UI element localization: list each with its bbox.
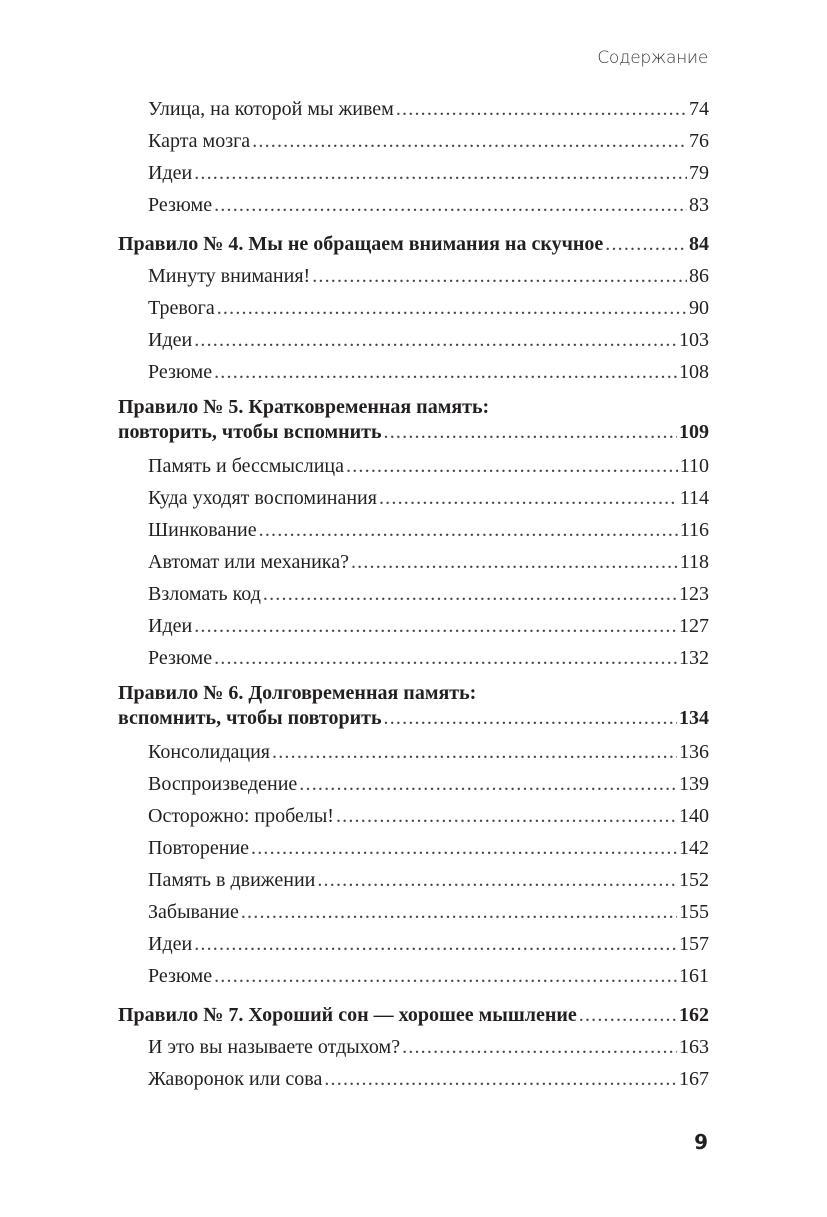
entry-title: Взломать код	[148, 583, 261, 605]
entry-title: Память в движении	[148, 869, 316, 891]
entry-title: Правило № 7. Хороший сон — хорошее мышление	[118, 1004, 577, 1026]
entry-page-number: 152	[679, 869, 709, 891]
dot-leader	[252, 125, 687, 157]
dot-leader	[396, 93, 687, 125]
entry-title: Шинкование	[148, 519, 257, 541]
entry-title: Резюме	[148, 194, 213, 216]
dot-leader	[299, 768, 677, 800]
toc-entry[interactable]	[118, 514, 709, 546]
entry-page-number: 162	[679, 1004, 709, 1026]
entry-page-number: 109	[679, 421, 709, 443]
chapter-title-line: Правило № 6. Долговременная память:	[118, 682, 477, 704]
dot-leader	[263, 578, 677, 610]
entry-page-number: 167	[679, 1068, 709, 1090]
entry-title: Идеи	[148, 615, 193, 637]
dot-leader	[351, 546, 678, 578]
entry-title: повторить, чтобы вспомнить	[118, 421, 382, 443]
dot-leader	[214, 960, 677, 992]
toc-entry[interactable]	[118, 736, 709, 768]
entry-page-number: 132	[679, 647, 709, 669]
entry-title: вспомнить, чтобы повторить	[118, 707, 382, 729]
dot-leader	[579, 999, 677, 1031]
entry-title: Куда уходят воспоминания	[148, 487, 377, 509]
dot-leader	[336, 800, 677, 832]
toc-entry[interactable]	[118, 157, 709, 189]
entry-page-number: 79	[689, 162, 709, 184]
entry-title: Резюме	[148, 361, 213, 383]
toc-entry[interactable]	[118, 450, 709, 482]
toc-entry[interactable]	[118, 189, 709, 221]
dot-leader	[384, 420, 677, 445]
entry-page-number: 142	[679, 837, 709, 859]
dot-leader	[214, 356, 677, 388]
toc-entry[interactable]	[118, 960, 709, 992]
chapter-heading	[118, 395, 709, 445]
entry-title: Память и бессмыслица	[148, 455, 345, 477]
entry-title: Идеи	[148, 162, 193, 184]
entry-title: Идеи	[148, 329, 193, 351]
entry-title: Осторожно: пробелы!	[148, 805, 334, 827]
dot-leader	[346, 450, 678, 482]
entry-title: Автомат или механика?	[148, 551, 349, 573]
dot-leader	[214, 642, 677, 674]
entry-title: Минуту внимания!	[148, 265, 311, 287]
entry-page-number: 84	[689, 233, 709, 255]
toc-entry[interactable]	[118, 864, 709, 896]
running-head: Содержание	[597, 48, 708, 68]
dot-leader	[241, 896, 677, 928]
dot-leader	[605, 228, 687, 260]
entry-page-number: 108	[679, 361, 709, 383]
entry-title: Повторение	[148, 837, 250, 859]
entry-page-number: 161	[679, 965, 709, 987]
toc-entry[interactable]	[118, 832, 709, 864]
toc-entry[interactable]	[118, 292, 709, 324]
dot-leader	[317, 864, 677, 896]
toc-entry[interactable]	[118, 546, 709, 578]
toc-entry[interactable]	[118, 928, 709, 960]
entry-page-number: 155	[679, 901, 709, 923]
entry-page-number: 90	[689, 297, 709, 319]
entry-page-number: 74	[689, 98, 709, 120]
entry-title: Резюме	[148, 647, 213, 669]
dot-leader	[379, 482, 678, 514]
dot-leader	[259, 514, 678, 546]
toc-entry[interactable]	[118, 260, 709, 292]
dot-leader	[251, 832, 677, 864]
toc-entry[interactable]	[118, 125, 709, 157]
dot-leader	[402, 1031, 677, 1063]
entry-page-number: 157	[679, 933, 709, 955]
entry-page-number: 76	[689, 130, 709, 152]
entry-page-number: 110	[679, 455, 709, 477]
entry-page-number: 123	[679, 583, 709, 605]
entry-title: Забывание	[148, 901, 239, 923]
dot-leader	[324, 1063, 677, 1095]
entry-page-number: 163	[679, 1036, 709, 1058]
toc-entry[interactable]	[118, 800, 709, 832]
dot-leader	[217, 292, 687, 324]
toc-entry[interactable]	[118, 93, 709, 125]
dot-leader	[312, 260, 687, 292]
toc-chapter-entry[interactable]	[118, 420, 709, 445]
entry-page-number: 136	[679, 741, 709, 763]
entry-title: Жаворонок или сова	[148, 1068, 323, 1090]
toc-entry[interactable]	[118, 610, 709, 642]
toc-entry[interactable]	[118, 356, 709, 388]
chapter-heading	[118, 681, 709, 731]
toc-chapter-entry[interactable]	[118, 999, 709, 1031]
entry-page-number: 114	[679, 487, 709, 509]
toc-entry[interactable]	[118, 578, 709, 610]
dot-leader	[214, 189, 687, 221]
dot-leader	[272, 736, 677, 768]
dot-leader	[384, 706, 677, 731]
entry-title: Резюме	[148, 965, 213, 987]
entry-page-number: 116	[679, 519, 709, 541]
toc-entry[interactable]	[118, 768, 709, 800]
entry-page-number: 118	[679, 551, 709, 573]
entry-page-number: 139	[679, 773, 709, 795]
entry-title: Улица, на которой мы живем	[148, 98, 394, 120]
chapter-title-line: Правило № 5. Кратковременная память:	[118, 396, 490, 418]
dot-leader	[194, 928, 677, 960]
toc-entry[interactable]	[118, 1031, 709, 1063]
dot-leader	[194, 157, 687, 189]
entry-page-number: 103	[679, 329, 709, 351]
toc-chapter-entry[interactable]	[118, 228, 709, 260]
toc-entry[interactable]	[118, 482, 709, 514]
chapter-heading	[118, 228, 709, 260]
entry-title: Консолидация	[148, 741, 271, 763]
entry-title: Идеи	[148, 933, 193, 955]
entry-title: Воспроизведение	[148, 773, 298, 795]
entry-page-number: 127	[679, 615, 709, 637]
entry-title: Тревога	[148, 297, 215, 319]
toc-entry[interactable]	[118, 642, 709, 674]
table-of-contents	[118, 93, 709, 1095]
entry-page-number: 140	[679, 805, 709, 827]
chapter-heading	[118, 999, 709, 1031]
dot-leader	[194, 610, 677, 642]
entry-title: Правило № 4. Мы не обращаем внимания на скучное	[118, 233, 604, 255]
toc-entry[interactable]	[118, 896, 709, 928]
toc-chapter-entry[interactable]	[118, 706, 709, 731]
entry-page-number: 134	[679, 707, 709, 729]
dot-leader	[194, 324, 677, 356]
entry-page-number: 86	[689, 265, 709, 287]
entry-title: Карта мозга	[148, 130, 251, 152]
page-number: 9	[694, 1130, 708, 1154]
toc-entry[interactable]	[118, 1063, 709, 1095]
entry-page-number: 83	[689, 194, 709, 216]
entry-title: И это вы называете отдыхом?	[148, 1036, 401, 1058]
toc-entry[interactable]	[118, 324, 709, 356]
